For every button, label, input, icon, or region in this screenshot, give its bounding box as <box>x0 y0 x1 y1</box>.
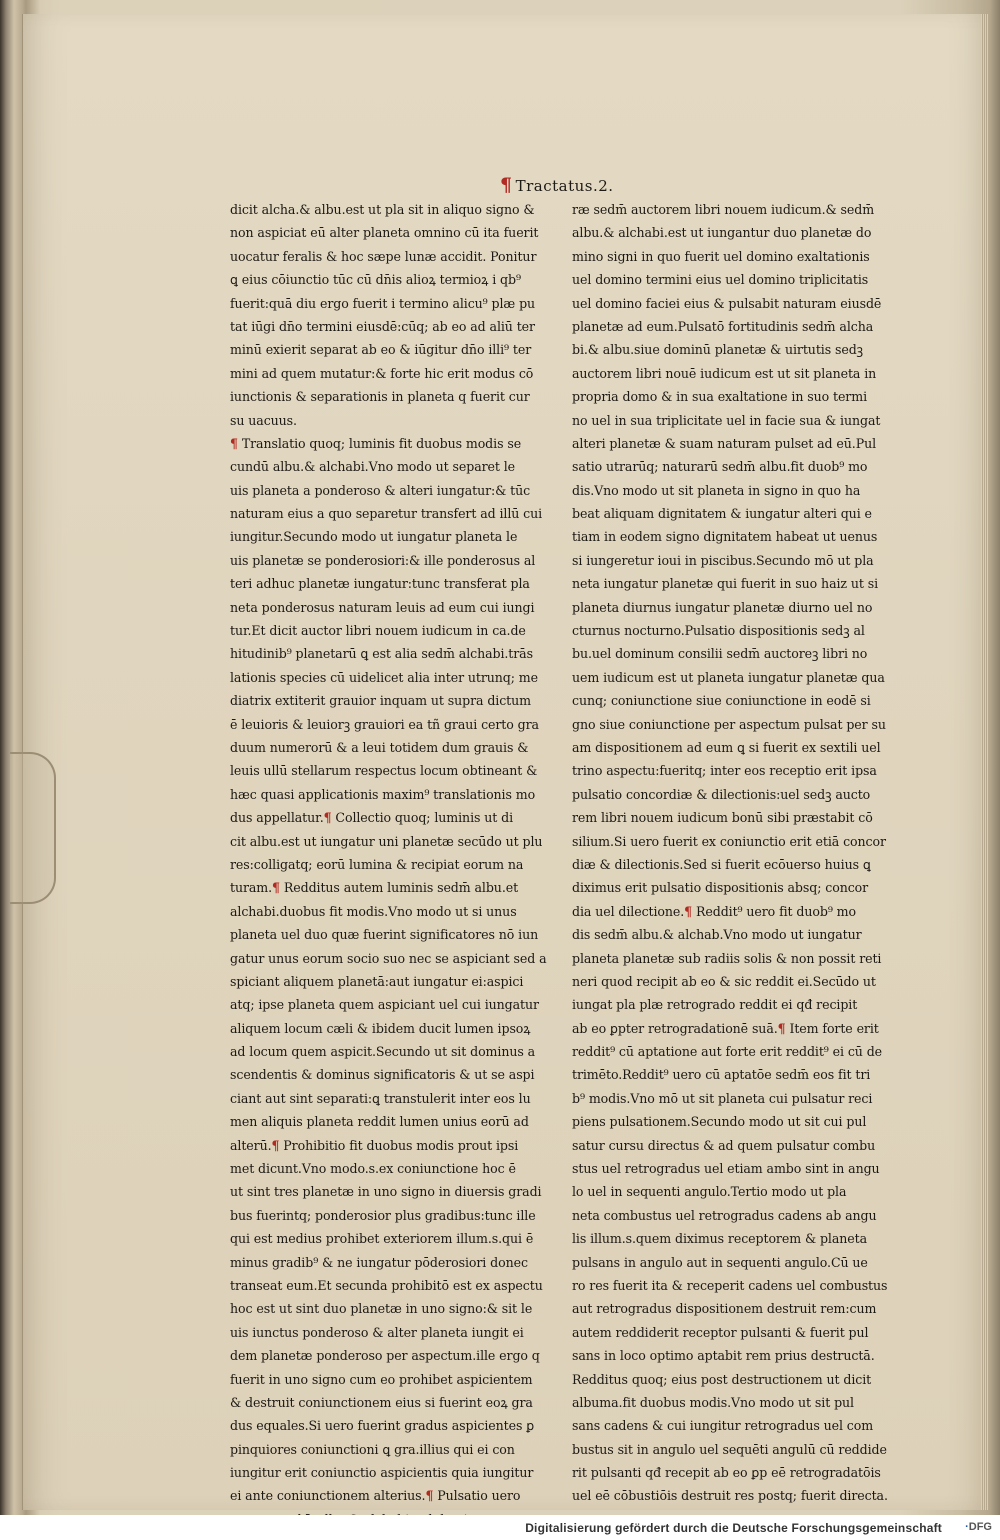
text-line: tiam in eodem signo dignitatem habeat ut uenus <box>572 529 878 545</box>
text-line: satur cursu directus & ad quem pulsatur combu <box>572 1137 876 1153</box>
text-line: fuerit in uno signo cum eo prohibet aspicientem <box>230 1371 533 1387</box>
text-line: am dispositionem ad eum ꝗ si fuerit ex sextili uel <box>572 739 881 755</box>
text-line: si iungeretur ioui in piscibus.Secundo mō ut pla <box>572 552 874 568</box>
text-line: leuis ullū stellarum respectus locum obtineant & <box>230 763 538 779</box>
text-line: reddit⁹ cū aptatione aut forte erit reddit⁹ ei cū de <box>572 1044 883 1060</box>
text-line: ad locum quem aspicit.Secundo ut sit dominus a <box>230 1044 536 1060</box>
text-line: alchabi.duobus fit modis.Vno modo ut si unus <box>230 903 517 919</box>
page-edge <box>981 14 989 1510</box>
left-text-column <box>230 198 560 1531</box>
text-line: cunq; coniunctione siue coniunctione in eodē si <box>572 693 871 709</box>
text-line: neta ponderosus naturam leuis ad eum cui iungi <box>230 599 535 615</box>
text-line: bu.uel dominum consilii sedm̄ auctoreꝫ libri no <box>572 646 868 662</box>
text-line: men aliquis planeta reddit lumen unius eorū ad <box>230 1114 529 1130</box>
text-line: iunctionis & separationis in planeta q fuerit cur <box>230 389 530 405</box>
text-line: planeta planetæ sub radiis solis & non possit reti <box>572 950 882 966</box>
text-line: ut sint tres planetæ in uno signo in diuersis gradi <box>230 1184 542 1200</box>
text-line: pulsans in angulo aut in sequenti angulo.Cū ue <box>572 1254 868 1270</box>
text-line: turam.¶ Redditus autem luminis sedm̄ albu.et <box>230 880 519 896</box>
text-line: uocatur feralis & hoc sæpe lunæ accidit. Ponitur <box>230 248 537 264</box>
text-line: autem reddiderit receptor pulsanti & fuerit pul <box>572 1324 869 1340</box>
text-line: b⁹ modis.Vno mō ut sit planeta cui pulsatur reci <box>572 1090 873 1106</box>
text-line: ē leuioris & leuiorꝫ grauiori ea tñ graui certo gra <box>230 716 539 732</box>
text-line: naturam eius a quo separetur transfert ad illū cui <box>230 506 543 522</box>
text-line: silium.Si uero fuerit ex coniunctio erit etiā concor <box>572 833 886 849</box>
pilcrow-icon: ¶ <box>230 435 238 451</box>
text-line: ro res fuerit ita & receperit cadens uel combustus <box>572 1277 888 1293</box>
text-line: Redditus quoq; eius post destructionem ut dicit <box>572 1371 872 1387</box>
text-line: qui est medius prohibet exteriorem illum.s.qui ē <box>230 1231 534 1247</box>
text-line: gno siue coniunctione per aspectum pulsat per su <box>572 716 886 732</box>
text-line: neta iungatur planetæ qui fuerit in suo haiz ut si <box>572 576 879 592</box>
text-line: tur.Et dicit auctor libri nouem iudicum in ca.de <box>230 623 526 639</box>
text-line: uis iunctus ponderoso & alter planeta iungit ei <box>230 1324 524 1340</box>
text-line: alterū.¶ Prohibitio fit duobus modis prout ipsi <box>230 1137 519 1153</box>
text-line: spiciant aliquem planetā:aut iungatur ei:aspici <box>230 973 524 989</box>
text-line: dia uel dilectione.¶ Reddit⁹ uero fit duob⁹ mo <box>572 903 857 919</box>
text-line: duum numerorū & a leui totidem dum grauis & <box>230 739 529 755</box>
text-line: bustus sit in angulo uel sequēti angulū cū reddide <box>572 1441 887 1457</box>
text-line: lis illum.s.quem diximus receptorem & planeta <box>572 1231 867 1247</box>
pilcrow-icon: ¶ <box>777 1020 786 1036</box>
text-line: uel domino faciei eius & pulsabit naturam eiusdē <box>572 295 882 311</box>
text-line: cturnus nocturno.Pulsatio dispositionis sedꝫ al <box>572 623 865 639</box>
text-line: su uacuus. <box>230 412 297 428</box>
text-line: stus uel retrogradus uel etiam ambo sint in angu <box>572 1161 880 1177</box>
text-line: neri quod recipit ab eo & sic reddit ei.Secūdo ut <box>572 973 876 989</box>
text-line: gatur unus eorum socio suo nec se aspiciant sed a <box>230 950 547 966</box>
text-line: dus equales.Si uero fuerint gradus aspicientes ꝑ <box>230 1418 535 1434</box>
text-line: uis planetæ se ponderosiori:& ille ponderosus al <box>230 552 536 568</box>
text-line: sans cadens & cui iungitur retrogradus uel com <box>572 1418 874 1434</box>
text-line: no uel in sua triplicitate uel in facie sua & iungat <box>572 412 881 428</box>
text-line: ꝗ eius cōiunctio tūc cū dn̄is alioꝝ termioꝝ i qb⁹ <box>230 272 521 288</box>
text-line: ciant aut sint separati:ꝗ transtulerit inter eos lu <box>230 1090 531 1106</box>
pilcrow-icon: ¶ <box>272 880 280 896</box>
text-line: rit pulsanti qđ recepit ab eo ꝑp eē retrogradatōis <box>572 1465 881 1481</box>
text-line: bi.& albu.siue dominū planetæ & uirtutis sedꝫ <box>572 342 863 358</box>
text-line: hitudinib⁹ planetarū ꝗ est alia sedm̄ alchabi.trās <box>230 646 533 662</box>
pilcrow-icon: ¶ <box>425 1488 434 1504</box>
text-line: uem iudicum est ut planeta iungatur planetæ qua <box>572 669 885 685</box>
text-line: lationis species cū uidelicet alia inter utrunq; me <box>230 669 539 685</box>
dfg-logo: ·DFG <box>965 1521 992 1533</box>
text-line: mini ad quem mutatur:& forte hic erit modus cō <box>230 365 534 381</box>
text-line: dus appellatur.¶ Collectio quoq; luminis ut di <box>230 810 514 826</box>
text-line: mino signi in quo fuerit uel domino exaltationis <box>572 248 870 264</box>
footer-credit: Digitalisierung gefördert durch die Deutsche Forschungsgemeinschaft <box>525 1521 942 1535</box>
text-line: dis sedm̄ albu.& alchab.Vno modo ut iungatur <box>572 927 862 943</box>
text-line: planeta diurnus iungatur planetæ diurno uel no <box>572 599 873 615</box>
text-line: dem planetæ ponderoso per aspectum.ille ergo q <box>230 1348 540 1364</box>
text-line: trimēto.Reddit⁹ uero cū aptatōe sedm̄ eos fit tri <box>572 1067 871 1083</box>
text-line: uis planeta a ponderoso & alteri iungatur:& tūc <box>230 482 531 498</box>
text-line: iungitur erit coniunctio aspicientis quia iungitur <box>230 1465 534 1481</box>
text-line: albuma.fit duobus modis.Vno modo ut sit pul <box>572 1394 854 1410</box>
text-line: res:colligatq; eorū lumina & recipiat eorum na <box>230 856 524 872</box>
right-text-column <box>572 198 912 1508</box>
text-line: pulsatio concordiæ & dilectionis:uel sedꝫ aucto <box>572 786 871 802</box>
text-line: neta combustus uel retrogradus cadens ab angu <box>572 1207 877 1223</box>
text-line: diximus erit pulsatio dispositionis absq; concor <box>572 880 869 896</box>
text-line: atq; ipse planeta quem aspiciant uel cui iungatur <box>230 997 539 1013</box>
text-line: uel domino termini eius uel domino triplicitatis <box>572 272 869 288</box>
text-line: dis.Vno modo ut sit planeta in signo in quo ha <box>572 482 861 498</box>
text-line: rem libri nouem iudicum bonū sibi præstabit cō <box>572 810 873 826</box>
text-line: propria domo & in sua exaltatione in suo termi <box>572 389 868 405</box>
text-line: & destruit coniunctionem eius si fuerint eoꝝ gra <box>230 1394 533 1410</box>
text-line: lo uel in sequenti angulo.Tertio modo ut pla <box>572 1184 847 1200</box>
text-line: dicit alcha.& albu.est ut pla sit in aliquo signo & <box>230 202 535 217</box>
text-line: pinquiores coniunctioni ꝗ gra.illius qui ei con <box>230 1441 515 1457</box>
text-line: aliquem locum cæli & ibidem ducit lumen ipsoꝝ <box>230 1020 531 1036</box>
text-line: iungat pla plæ retrogrado reddit ei qđ recipit <box>572 997 858 1013</box>
text-line: minus gradib⁹ & ne iungatur pōderosiori donec <box>230 1254 528 1270</box>
pilcrow-icon: ¶ <box>323 810 332 826</box>
text-line: scendentis & dominus significatoris & ut se aspi <box>230 1067 535 1083</box>
text-line: minū exierit separat ab eo & iūgitur dn̄o illi⁹ ter <box>230 342 532 358</box>
text-line: met dicunt.Vno modo.s.ex coniunctione hoc ē <box>230 1161 516 1177</box>
text-line: albu.& alchabi.est ut iungantur duo planetæ do <box>572 225 872 241</box>
text-line: ab eo ꝑpter retrogradationē suā.¶ Item forte erit <box>572 1020 879 1036</box>
book-clasp <box>10 752 56 904</box>
header-title: Tractatus.2. <box>515 177 614 195</box>
text-line: ¶ Translatio quoq; luminis fit duobus modis se <box>230 435 522 451</box>
text-line: auctorem libri nouē iudicum est ut sit planeta in <box>572 365 877 381</box>
text-line: planeta uel duo quæ fuerint significatores nō iun <box>230 927 539 943</box>
text-line: alteri planetæ & suam naturam pulset ad eū.Pul <box>572 435 877 451</box>
text-line: tat iūgi dn̄o termini eiusdē:cūq; ab eo ad aliū ter <box>230 318 535 334</box>
text-line: cit albu.est ut iungatur uni planetæ secūdo ut plu <box>230 833 543 849</box>
text-line: aut retrogradus dispositionem destruit rem:cum <box>572 1301 877 1317</box>
text-line: fuerit:quā diu ergo fuerit i termino alicu⁹ plæ pu <box>230 295 536 311</box>
text-line: hoc est ut sint duo planetæ in uno signo:& sit le <box>230 1301 533 1317</box>
text-line: hæc quasi applicationis maxim⁹ translationis mo <box>230 786 536 802</box>
text-line: non aspiciat eū alter planeta omnino cū ita fuerit <box>230 225 539 241</box>
text-line: diæ & dilectionis.Sed si fuerit ecōuerso huius ꝗ <box>572 856 871 872</box>
dfg-logo-text: DFG <box>968 1521 992 1533</box>
text-line: piens pulsationem.Secundo modo ut sit cui pul <box>572 1114 867 1130</box>
text-line: teri adhuc planetæ iungatur:tunc transferat pla <box>230 576 530 592</box>
text-line: beat aliquam dignitatem & iungatur alteri qui e <box>572 506 872 522</box>
text-line: uel eē cōbustiōis destruit res postq; fuerit directa. <box>572 1488 888 1504</box>
text-line: planetæ ad eum.Pulsatō fortitudinis sedm̄ alcha <box>572 318 874 334</box>
text-line: bus fuerintq; ponderosior plus gradibus:tunc ille <box>230 1207 536 1223</box>
pilcrow-icon: ¶ <box>500 174 513 196</box>
text-line: iungitur.Secundo modo ut iungatur planeta le <box>230 529 518 545</box>
text-line: diatrix extiterit grauior inquam ut supra dictum <box>230 693 531 709</box>
text-line: satio utrarūq; naturarū sedm̄ albu.fit duob⁹ mo <box>572 459 868 475</box>
text-line: ei ante coniunctionem alterius.¶ Pulsatio uero <box>230 1488 521 1504</box>
text-line: transeat eum.Et secunda prohibitō est ex aspectu <box>230 1277 543 1293</box>
text-line: ræ sedm̄ auctorem libri nouem iudicum.& sedm̄ <box>572 202 875 217</box>
text-line: trino aspectu:fueritq; inter eos receptio erit ipsa <box>572 763 877 779</box>
pilcrow-icon: ¶ <box>271 1137 280 1153</box>
text-line: cundū albu.& alchabi.Vno modo ut separet le <box>230 459 516 475</box>
pilcrow-icon: ¶ <box>684 903 693 919</box>
running-header <box>500 174 614 198</box>
text-line: sans in loco optimo aptabit rem prius destructā. <box>572 1348 875 1364</box>
footer-bar <box>0 1515 1000 1540</box>
